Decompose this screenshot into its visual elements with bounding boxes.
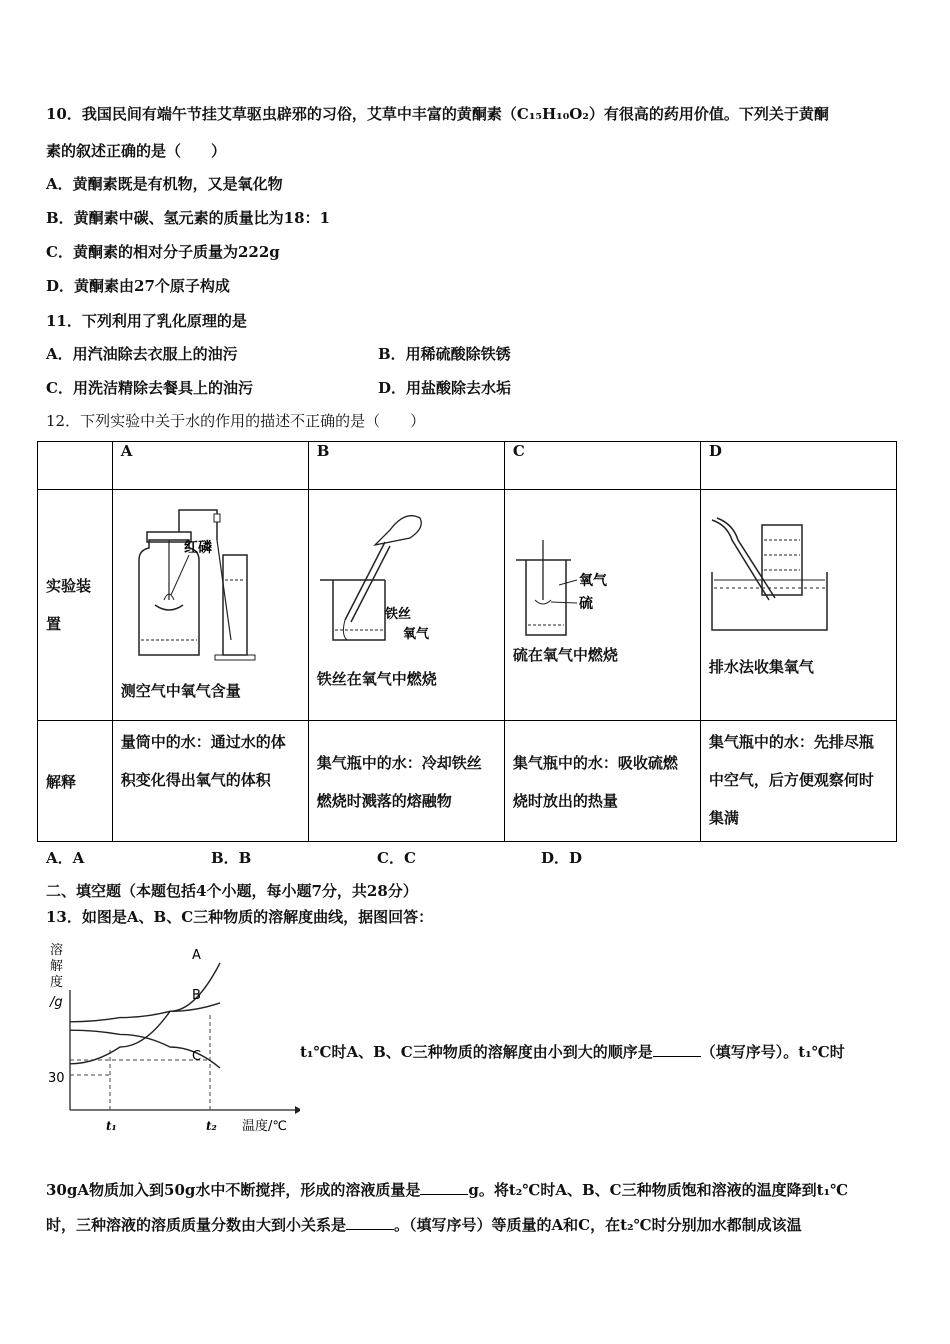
phosphorus-apparatus-figure xyxy=(119,500,299,665)
answer-blank-1[interactable] xyxy=(653,1044,701,1057)
apparatus-b-cell xyxy=(308,490,504,721)
x-axis-label: 温度/℃ xyxy=(242,1119,287,1134)
label-red-phosphorus: 红磷 xyxy=(183,540,212,556)
section2-title: 二、填空题（本题包括4个小题，每小题7分，共28分） xyxy=(46,882,418,900)
experiment-table xyxy=(37,441,897,842)
explanation-row-label: 解释 xyxy=(38,721,113,842)
q10-option-d: D．黄酮素由27个原子构成 xyxy=(46,277,230,295)
q12-answer-a: A．A xyxy=(46,849,85,867)
answer-blank-2[interactable] xyxy=(420,1182,468,1195)
q13-line-b-part2: 。（填写序号）等质量的A和C，在t₂℃时分别加水都制成该温 xyxy=(394,1216,802,1234)
q11-stem: 11．下列利用了乳化原理的是 xyxy=(46,312,247,330)
series-label-a: A xyxy=(192,948,201,963)
apparatus-row-label: 实验装置 xyxy=(38,490,113,721)
label-iron-wire: 铁丝 xyxy=(384,607,411,622)
apparatus-a-cell xyxy=(112,490,308,721)
q10-stem-line2: 素的叙述正确的是（ ） xyxy=(46,142,227,160)
q13-line-a-part1: 30gA物质加入到50g水中不断搅拌，形成的溶液质量是 xyxy=(46,1181,421,1199)
q10-option-c: C．黄酮素的相对分子质量为222g xyxy=(46,243,280,261)
caption-c: 硫在氧气中燃烧 xyxy=(512,646,618,664)
q10-option-b: B．黄酮素中碳、氢元素的质量比为18：1 xyxy=(46,209,330,227)
explanation-row xyxy=(38,721,897,842)
explanation-c: 集气瓶中的水：吸收硫燃烧时放出的热量 xyxy=(504,721,700,842)
q13-side-text-a: t₁℃时A、B、C三种物质的溶解度由小到大的顺序是 xyxy=(300,1043,653,1061)
explanation-a: 量筒中的水：通过水的体积变化得出氧气的体积 xyxy=(112,721,308,842)
solubility-chart xyxy=(40,940,300,1135)
label-oxygen-b: 氧气 xyxy=(402,627,429,642)
label-sulfur: 硫 xyxy=(578,596,593,612)
q13-line-b xyxy=(46,1214,802,1235)
apparatus-c-cell xyxy=(504,490,700,721)
q13-line-a xyxy=(46,1179,848,1200)
y-tick-30: 30 xyxy=(48,1071,65,1086)
q12-answer-c: C．C xyxy=(377,849,416,867)
q12-answer-b: B．B xyxy=(211,849,252,867)
iron-wire-apparatus-figure xyxy=(315,500,495,650)
q11-option-d: D．用盐酸除去水垢 xyxy=(378,379,512,397)
q13-line-a-part2: g。将t₂℃时A、B、C三种物质饱和溶液的温度降到t₁℃ xyxy=(468,1181,849,1199)
ylabel-char-2: 解 xyxy=(50,959,64,974)
sulfur-apparatus-figure xyxy=(511,500,691,650)
x-tick-t1: t₁ xyxy=(106,1119,117,1133)
q10-option-a: A．黄酮素既是有机物，又是氧化物 xyxy=(46,175,283,193)
apparatus-row xyxy=(38,490,897,721)
answer-blank-3[interactable] xyxy=(346,1217,394,1230)
q11-option-a: A．用汽油除去衣服上的油污 xyxy=(46,345,238,363)
apparatus-d-cell xyxy=(700,490,896,721)
header-empty-cell xyxy=(38,442,113,490)
q13-side-text-b: （填写序号）。t₁℃时 xyxy=(700,1043,845,1061)
caption-a: 测空气中氧气含量 xyxy=(120,682,241,700)
series-layer xyxy=(70,948,220,1068)
q12-stem: 12．下列实验中关于水的作用的描述不正确的是（ ） xyxy=(46,412,426,430)
table-header-row xyxy=(38,442,897,490)
x-axis-arrow xyxy=(295,1106,300,1114)
caption-b: 铁丝在氧气中燃烧 xyxy=(316,670,437,688)
q13-stem: 13．如图是A、B、C三种物质的溶解度曲线，据图回答： xyxy=(46,908,434,926)
q11-option-c: C．用洗洁精除去餐具上的油污 xyxy=(46,379,253,397)
q13-chart-side-text xyxy=(300,1041,845,1062)
series-line-b xyxy=(70,1003,220,1022)
q12-answer-d: D．D xyxy=(541,849,583,867)
header-b: B xyxy=(308,442,504,490)
water-displacement-figure xyxy=(707,500,887,640)
q10-stem-line1: 10．我国民间有端午节挂艾草驱虫辟邪的习俗，艾草中丰富的黄酮素（C₁₅H₁₀O₂）有很高的药用价值。下列关于黄酮 xyxy=(46,105,829,123)
caption-d: 排水法收集氧气 xyxy=(708,658,814,676)
series-label-b: B xyxy=(192,987,201,1003)
x-tick-t2: t₂ xyxy=(206,1119,217,1133)
q11-option-b: B．用稀硫酸除铁锈 xyxy=(378,345,511,363)
explanation-d: 集气瓶中的水：先排尽瓶中空气，后方便观察何时集满 xyxy=(700,721,896,842)
header-a: A xyxy=(112,442,308,490)
q13-line-b-part1: 时，三种溶液的溶质质量分数由大到小关系是 xyxy=(46,1216,347,1234)
ylabel-char-1: 溶 xyxy=(50,943,64,958)
header-c: C xyxy=(504,442,700,490)
label-oxygen-c: 氧气 xyxy=(578,573,607,589)
ylabel-char-3: 度 xyxy=(50,975,64,990)
header-d: D xyxy=(700,442,896,490)
ylabel-unit: /g xyxy=(50,995,63,1010)
series-label-c: C xyxy=(192,1049,202,1064)
explanation-b: 集气瓶中的水：冷却铁丝燃烧时溅落的熔融物 xyxy=(308,721,504,842)
